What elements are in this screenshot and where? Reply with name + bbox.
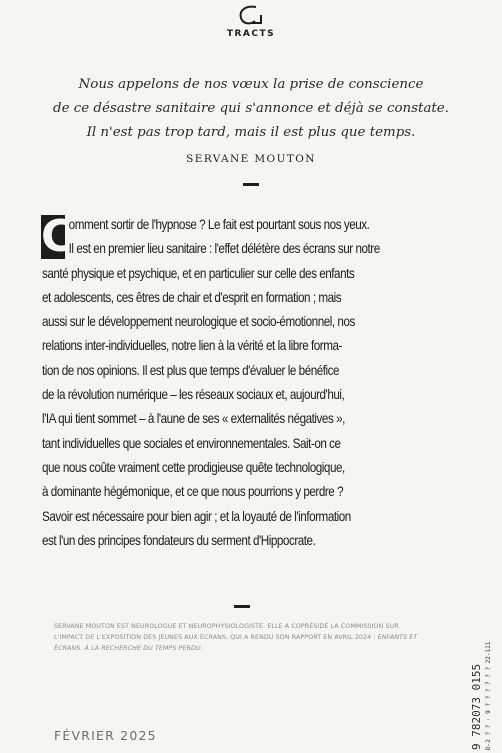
tracts-logo-icon <box>236 4 266 28</box>
quote-line: de ce désastre sanitaire qui s'annonce et déjà se constate. <box>53 101 449 116</box>
body-line: tion de nos opinions. Il est plus que temps d'évaluer le bénéfice <box>42 362 340 378</box>
body-line: est l'un des principes fondateurs du serment d'Hippocrate. <box>42 532 316 548</box>
isbn-code: 9 782073 0155 <box>470 663 483 750</box>
body-line: l'IA qui tient sommet – à l'aune de ses « externalités négatives », <box>42 411 345 427</box>
body-line: Il est en premier lieu sanitaire : l'effet délétère des écrans sur notre <box>68 241 380 257</box>
body-line: relations inter-individuelles, notre lien à la vérité et la libre forma- <box>42 338 342 354</box>
body-line: omment sortir de l'hypnose ? Le fait est pourtant sous nos yeux. <box>68 217 370 232</box>
publication-date: FÉVRIER 2025 <box>54 728 157 743</box>
author-bio <box>54 621 434 655</box>
body-line: Savoir est nécessaire pour bien agir ; et la loyauté de l'information <box>42 508 351 524</box>
quote-line: Nous appelons de nos vœux la prise de conscience <box>78 77 424 92</box>
drop-cap: C <box>41 211 74 262</box>
divider <box>243 183 259 186</box>
spine-code <box>470 600 498 750</box>
body-line: et adolescents, ces êtres de chair et d'esprit en formation ; mais <box>42 289 342 305</box>
body-line: à dominante hégémonique, et ce que nous pourrions y perdre ? <box>42 484 344 500</box>
body-line: santé physique et psychique, et en particulier sur celle des enfants <box>42 265 355 281</box>
author-name: SERVANE MOUTON <box>186 153 316 165</box>
body-text <box>42 213 412 553</box>
book-title-continued: ÉCRANS. À LA RECHERCHE DU TEMPS PERDU. <box>54 645 203 653</box>
divider <box>234 605 250 608</box>
body-line: de la révolution numérique – les réseaux sociaux et, aujourd'hui, <box>42 387 345 403</box>
series-title: TRACTS <box>226 29 276 39</box>
body-line: que nous coûte vraiment cette prodigieuse quête technologique, <box>42 459 345 475</box>
tracts-logo <box>219 4 283 52</box>
bio-line: SERVANE MOUTON EST NEUROLOGUE ET NEUROPHYSIOLOGISTE. ELLE A COPRÉSIDÉ LA COMMISSION SUR <box>54 623 399 630</box>
spine-small-print: D-2 ? ? · 9 ? ? ? ? ? ? 22-111 <box>485 641 492 750</box>
book-title: ENFANTS ET <box>377 634 418 642</box>
body-line: aussi sur le développement neurologique et socio-émotionnel, nos <box>42 314 355 330</box>
bio-text: L'IMPACT DE L'EXPOSITION DES JEUNES AUX ÉCRANS, QUI A RENDU SON RAPPORT EN AVRIL 2024 : <box>54 634 376 642</box>
bio-line <box>54 632 434 643</box>
body-line: tant individuelles que sociales et environnementales. Sait-on ce <box>42 435 341 451</box>
quote-line: Il n'est pas trop tard, mais il est plus que temps. <box>86 125 416 140</box>
epigraph-quote <box>40 73 462 145</box>
